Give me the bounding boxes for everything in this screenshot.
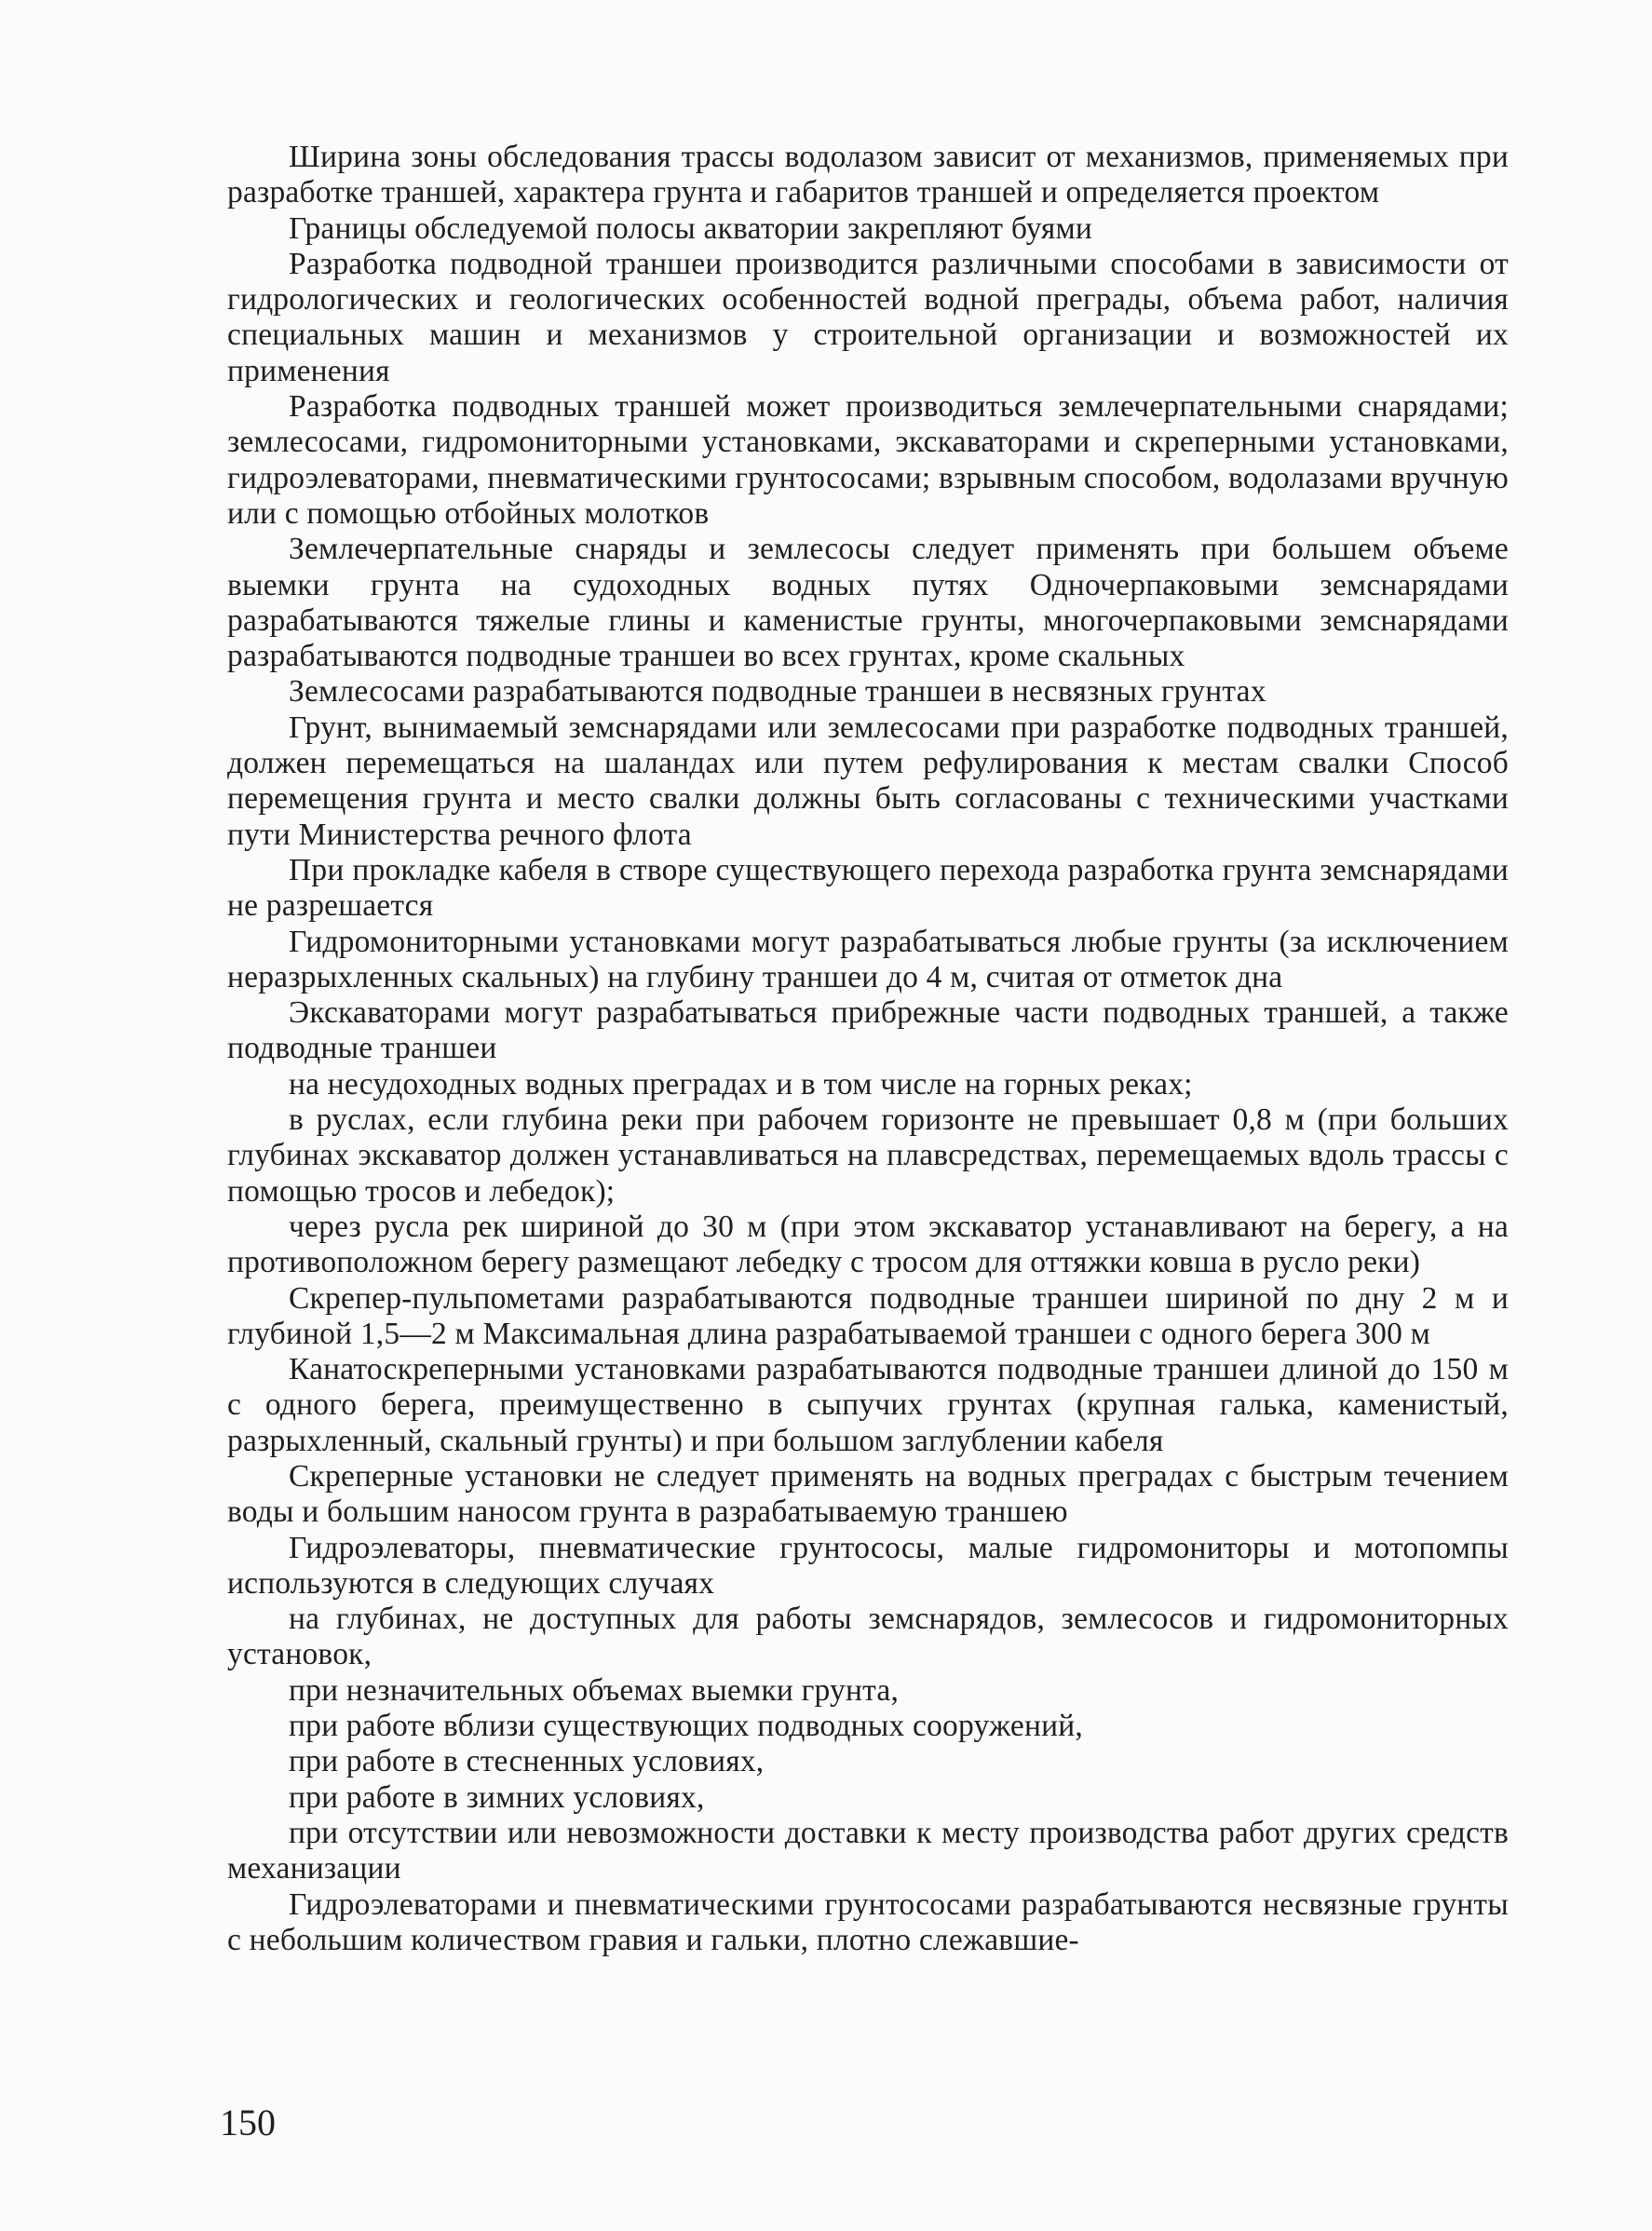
paragraph-9: Гидромониторными установками могут разрабатываться любые грунты (за исключением неразрыхленных скальных) на глубину траншеи до 4 м, считая от отметок дна [227,924,1509,994]
paragraph-24: Гидроэлеваторами и пневматическими грунтососами разрабатываются несвязные грунты с небольшим количеством гравия и гальки, плотно слежавшие- [227,1886,1509,1957]
body-text [227,140,1509,1958]
paragraph-2: Границы обследуемой полосы акватории закрепляют буями [289,210,1093,246]
paragraph-5: Землечерпательные снаряды и землесосы следует применять при большем объеме выемки грунта на судоходных водных путях Одночерпаковыми земснарядами разрабатываются тяжелые глины и каменистые грунты, многочерпаковыми земснарядами разрабатываются подводные траншеи во всех грунтах, кроме скальных [227,532,1509,674]
paragraph-19: при незначительных объемах выемки грунта, [289,1672,900,1708]
paragraph-10: Экскаваторами могут разрабатываться прибрежные части подводных траншей, а также подводные траншеи [227,995,1509,1066]
paragraph-14: Скрепер-пульпометами разрабатываются подводные траншеи шириной по дну 2 м и глубиной 1,5—2 м Максимальная длина разрабатываемой траншеи с одного берега 300 м [227,1280,1509,1351]
paragraph-22: при работе в зимних условиях, [289,1779,705,1815]
paragraph-4: Разработка подводных траншей может производиться землечерпательными снарядами; землесосами, гидромониторными установками, экскаваторами и скреперными установками, гидроэлеваторами, пневматическими грунтососами; взрывным способом, водолазами вручную или с помощью отбойных молотков [227,389,1509,531]
paragraph-6: Землесосами разрабатываются подводные траншеи в несвязных грунтах [289,674,1266,710]
paragraph-15: Канатоскреперными установками разрабатываются подводные траншеи длиной до 150 м с одного берега, преимущественно в сыпучих грунтах (крупная галька, каменистый, разрыхленный, скальный грунты) и при большом заглублении кабеля [227,1352,1509,1458]
paragraph-3: Разработка подводной траншеи производится различными способами в зависимости от гидрологических и геологических особенностей водной преграды, объема работ, наличия специальных машин и механизмов у строительной организации и возможностей их применения [227,246,1509,388]
paragraph-18: на глубинах, не доступных для работы земснарядов, землесосов и гидромониторных установок, [227,1602,1509,1672]
page-number: 150 [220,2102,276,2143]
paragraph-8: При прокладке кабеля в створе существующего перехода разработка грунта земснарядами не разрешается [227,852,1509,924]
paragraph-23: при отсутствии или невозможности доставки к месту производства работ других средств механизации [227,1815,1509,1886]
paragraph-11: на несудоходных водных преградах и в том числе на горных реках; [289,1066,1193,1102]
paragraph-7: Грунт, вынимаемый земснарядами или землесосами при разработке подводных траншей, должен перемещаться на шаландах или путем рефулирования к местам свалки Способ перемещения грунта и место свалки должны быть согласованы с техническими участками пути Министерства речного флота [227,710,1509,852]
paragraph-12: в руслах, если глубина реки при рабочем горизонте не превышает 0,8 м (при больших глубинах экскаватор должен устанавливаться на плавсредствах, перемещаемых вдоль трассы с помощью тросов и лебедок); [227,1102,1509,1209]
paragraph-13: через русла рек шириной до 30 м (при этом экскаватор устанавливают на берегу, а на противоположном берегу размещают лебедку с тросом для оттяжки ковша в русло реки) [227,1209,1509,1280]
paragraph-20: при работе вблизи существующих подводных сооружений, [289,1709,1083,1744]
paragraph-21: при работе в стесненных условиях, [289,1744,765,1779]
paragraph-17: Гидроэлеваторы, пневматические грунтососы, малые гидромониторы и мотопомпы используются в следующих случаях [227,1530,1509,1601]
paragraph-16: Скреперные установки не следует применять на водных преградах с быстрым течением воды и большим наносом грунта в разрабатываемую траншею [227,1458,1509,1530]
paragraph-1: Ширина зоны обследования трассы водолазом зависит от механизмов, применяемых при разработке траншей, характера грунта и габаритов траншей и определяется проектом [227,140,1509,210]
